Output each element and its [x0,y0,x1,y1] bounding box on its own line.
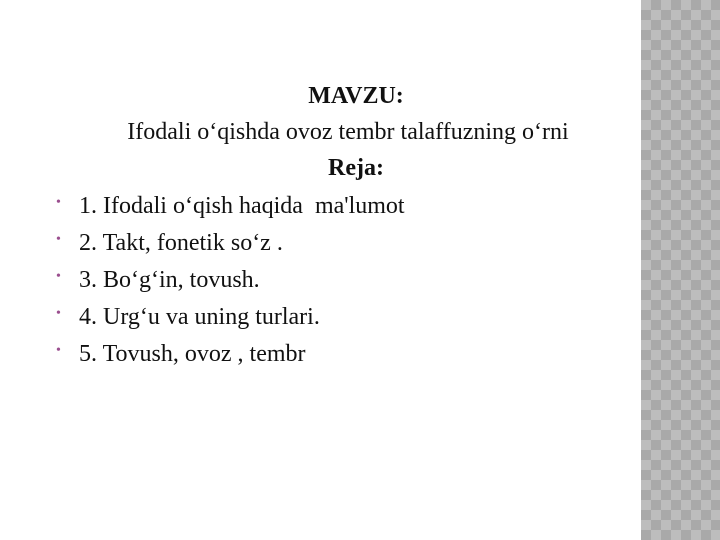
topic-label: MAVZU: [308,83,404,109]
plan-label: Reja: [328,155,384,181]
bullet-icon: • [56,269,61,284]
decorative-side-pattern [641,0,720,540]
list-item [52,262,642,299]
bullet-icon: • [56,195,61,210]
plan-item-text: 5. Tovush, ovoz , tembr [79,341,306,367]
bullet-icon: • [56,306,61,321]
list-item [52,336,642,373]
bullet-icon: • [56,343,61,358]
slide-content [52,78,642,373]
plan-item-text: 2. Takt, fonetik so‘z . [79,230,283,256]
plan-item-text: 4. Urg‘u va uning turlari. [79,304,320,330]
bullet-icon: • [56,232,61,247]
list-item [52,299,642,336]
plan-item-text: 1. Ifodali o‘qish haqida ma'lumot [79,193,405,219]
plan-item-text: 3. Bo‘g‘in, tovush. [79,267,260,293]
list-item [52,225,642,262]
plan-list [52,188,642,373]
list-item [52,188,642,225]
topic-title: Ifodali o‘qishda ovoz tembr talaffuzning o‘rni [127,119,569,145]
